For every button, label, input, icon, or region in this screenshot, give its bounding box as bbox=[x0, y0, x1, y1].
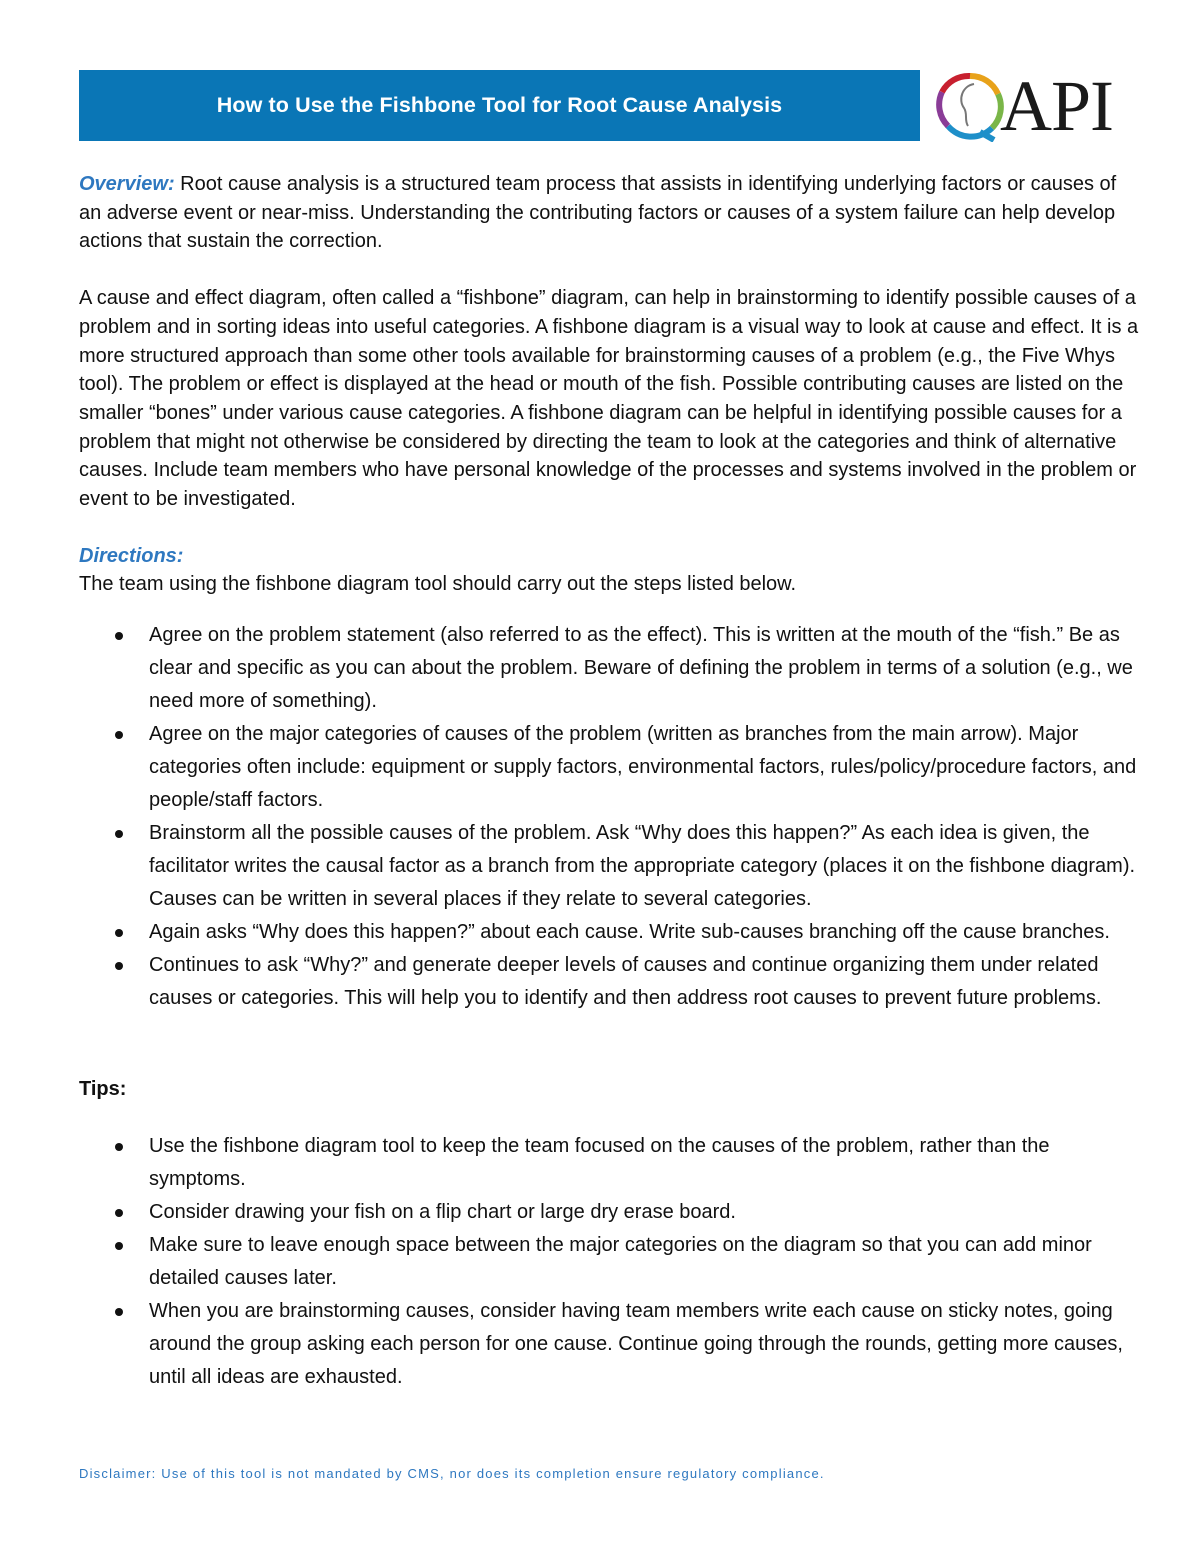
list-item: Consider drawing your fish on a flip chart or large dry erase board. bbox=[79, 1196, 1139, 1229]
bullet-icon bbox=[115, 962, 123, 970]
document-body bbox=[79, 170, 1139, 1394]
bullet-icon bbox=[115, 830, 123, 838]
logo-text: API bbox=[1000, 66, 1114, 146]
overview-paragraph bbox=[79, 170, 1139, 256]
bullet-icon bbox=[115, 1308, 123, 1316]
list-item: Again asks “Why does this happen?” about each cause. Write sub-causes branching off the cause branches. bbox=[79, 916, 1139, 949]
bullet-icon bbox=[115, 1209, 123, 1217]
overview-label: Overview: bbox=[79, 173, 175, 195]
list-item: When you are brainstorming causes, consider having team members write each cause on sticky notes, going around the group asking each person for one cause. Continue going through the rounds, getting more causes, until all ideas are exhausted. bbox=[79, 1295, 1139, 1394]
directions-intro: The team using the fishbone diagram tool should carry out the steps listed below. bbox=[79, 573, 797, 596]
disclaimer: Disclaimer: Use of this tool is not mandated by CMS, nor does its completion ensure regulatory compliance. bbox=[79, 1466, 825, 1481]
fishbone-paragraph: A cause and effect diagram, often called a “fishbone” diagram, can help in brainstorming to identify possible causes of a problem and in sorting ideas into useful categories. A fishbone diagram is a visual way to look at cause and effect. It is a more structured approach than some other tools available for brainstorming causes of a problem (e.g., the Five Whys tool). The problem or effect is displayed at the head or mouth of the fish. Possible contributing causes are listed on the smaller “bones” under various cause categories. A fishbone diagram can be helpful in identifying possible causes for a problem that might not otherwise be considered by directing the team to look at the categories and think of alternative causes. Include team members who have personal knowledge of the processes and systems involved in the problem or event to be investigated. bbox=[79, 287, 1139, 511]
list-item: Agree on the major categories of causes of the problem (written as branches from the main arrow). Major categories often include: equipment or supply factors, environmental factors, rules/policy/procedure factors, and people/staff factors. bbox=[79, 718, 1139, 817]
directions-steps bbox=[79, 619, 1139, 1015]
list-item: Brainstorm all the possible causes of the problem. Ask “Why does this happen?” As each idea is given, the facilitator writes the causal factor as a branch from the appropriate category (places it on the fishbone diagram). Causes can be written in several places if they relate to several categories. bbox=[79, 817, 1139, 916]
list-item: Make sure to leave enough space between the major categories on the diagram so that you can add minor detailed causes later. bbox=[79, 1229, 1139, 1295]
tips-label: Tips: bbox=[79, 1078, 127, 1101]
list-item: Agree on the problem statement (also referred to as the effect). This is written at the mouth of the “fish.” Be as clear and specific as you can about the problem. Beware of defining the problem in terms of a solution (e.g., we need more of something). bbox=[79, 619, 1139, 718]
overview-text: Root cause analysis is a structured team process that assists in identifying underlying factors or causes of an adverse event or near-miss. Understanding the contributing factors or causes of a system failure can help develop actions that sustain the correction. bbox=[79, 173, 1117, 253]
bullet-icon bbox=[115, 929, 123, 937]
bullet-icon bbox=[115, 632, 123, 640]
header-bar bbox=[79, 70, 920, 141]
bullet-icon bbox=[115, 1143, 123, 1151]
tips-list bbox=[79, 1130, 1139, 1394]
list-item: Continues to ask “Why?” and generate deeper levels of causes and continue organizing them under related causes or categories. This will help you to identify and then address root causes to prevent future problems. bbox=[79, 949, 1139, 1015]
page-title: How to Use the Fishbone Tool for Root Cause Analysis bbox=[216, 93, 783, 117]
bullet-icon bbox=[115, 731, 123, 739]
directions-label: Directions: bbox=[79, 544, 184, 567]
list-item: Use the fishbone diagram tool to keep the team focused on the causes of the problem, rather than the symptoms. bbox=[79, 1130, 1139, 1196]
bullet-icon bbox=[115, 1242, 123, 1250]
